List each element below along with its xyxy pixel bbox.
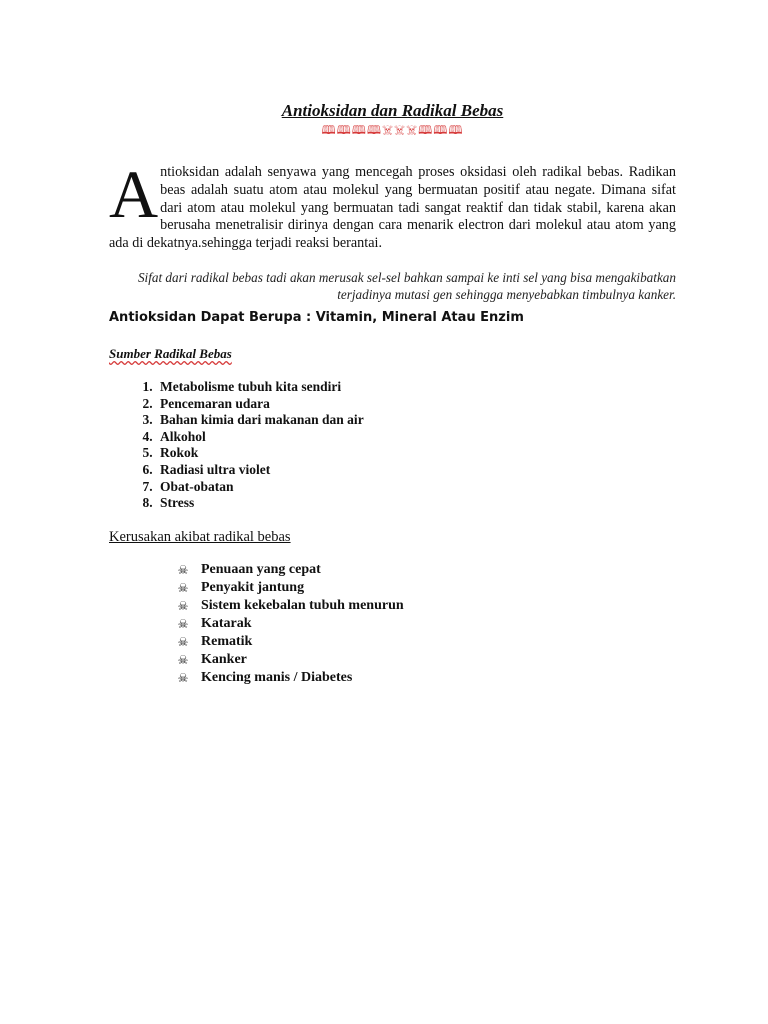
skull-crossbones-icon: ☠ (177, 670, 189, 685)
list-item-label: Penyakit jantung (201, 579, 305, 595)
list-item-label: Sistem kekebalan tubuh menurun (201, 597, 404, 613)
list-item-label: Penuaan yang cepat (201, 561, 321, 577)
damage-heading: Kerusakan akibat radikal bebas (109, 528, 291, 545)
list-item: 4. Alkohol (156, 429, 676, 446)
list-item (177, 597, 676, 615)
skull-crossbones-icon: ☠ (177, 634, 189, 649)
list-item-label: Kencing manis / Diabetes (201, 669, 353, 685)
list-item-label: Kanker (201, 651, 247, 667)
list-item (177, 633, 676, 651)
list-item-label: Rematik (201, 633, 253, 649)
list-item: 5. Rokok (156, 445, 676, 462)
list-item: 1. Metabolisme tubuh kita sendiri (156, 379, 676, 396)
list-item-label: Katarak (201, 615, 252, 631)
list-item (177, 615, 676, 633)
skull-crossbones-icon: ☠ (177, 580, 189, 595)
document-title: Antioksidan dan Radikal Bebas (281, 101, 504, 120)
list-item (177, 669, 676, 687)
antioxidant-types-heading: Antioksidan Dapat Berupa : Vitamin, Mineral Atau Enzim (109, 309, 524, 325)
list-item: 7. Obat-obatan (156, 479, 676, 496)
list-item: 2. Pencemaran udara (156, 396, 676, 413)
sources-list (109, 379, 676, 512)
document-page (109, 100, 676, 687)
list-item: 3. Bahan kimia dari makanan dan air (156, 412, 676, 429)
skull-crossbones-icon: ☠ (177, 562, 189, 577)
damage-list (109, 561, 676, 687)
list-item (177, 561, 676, 579)
list-item: 6. Radiasi ultra violet (156, 462, 676, 479)
book-skull-ornament-icon (109, 123, 676, 137)
sources-heading: Sumber Radikal Bebas (109, 345, 232, 361)
skull-crossbones-icon: ☠ (177, 598, 189, 613)
quote-paragraph: Sifat dari radikal bebas tadi akan merusak sel-sel bahkan sampai ke inti sel yang bisa mengakibatkan terjadinya mutasi gen sehingga menyebabkan timbulnya kanker. (137, 269, 676, 302)
intro-text: ntioksidan adalah senyawa yang mencegah proses oksidasi oleh radikal bebas. Radikan beas adalah suatu atom atau molekul yang bermuatan positif atau negate. Dimana sifat dari atom atau molekul yang bermuatan tadi sangat reaktif dan tidak stabil, karena akan berusaha menetralisir dirinya dengan cara menarik electron dari molekul atau atom yang ada di dekatnya.sehingga terjadi reaksi berantai. (109, 164, 676, 252)
skull-crossbones-icon: ☠ (177, 652, 189, 667)
list-item (177, 651, 676, 669)
list-item (177, 579, 676, 597)
drop-cap: A (109, 156, 159, 232)
intro-paragraph (109, 156, 676, 253)
ornament-glyphs: 🕮🕮🕮🕮☠☠☠🕮🕮🕮 (321, 123, 464, 137)
skull-crossbones-icon: ☠ (177, 616, 189, 631)
list-item: 8. Stress (156, 495, 676, 512)
